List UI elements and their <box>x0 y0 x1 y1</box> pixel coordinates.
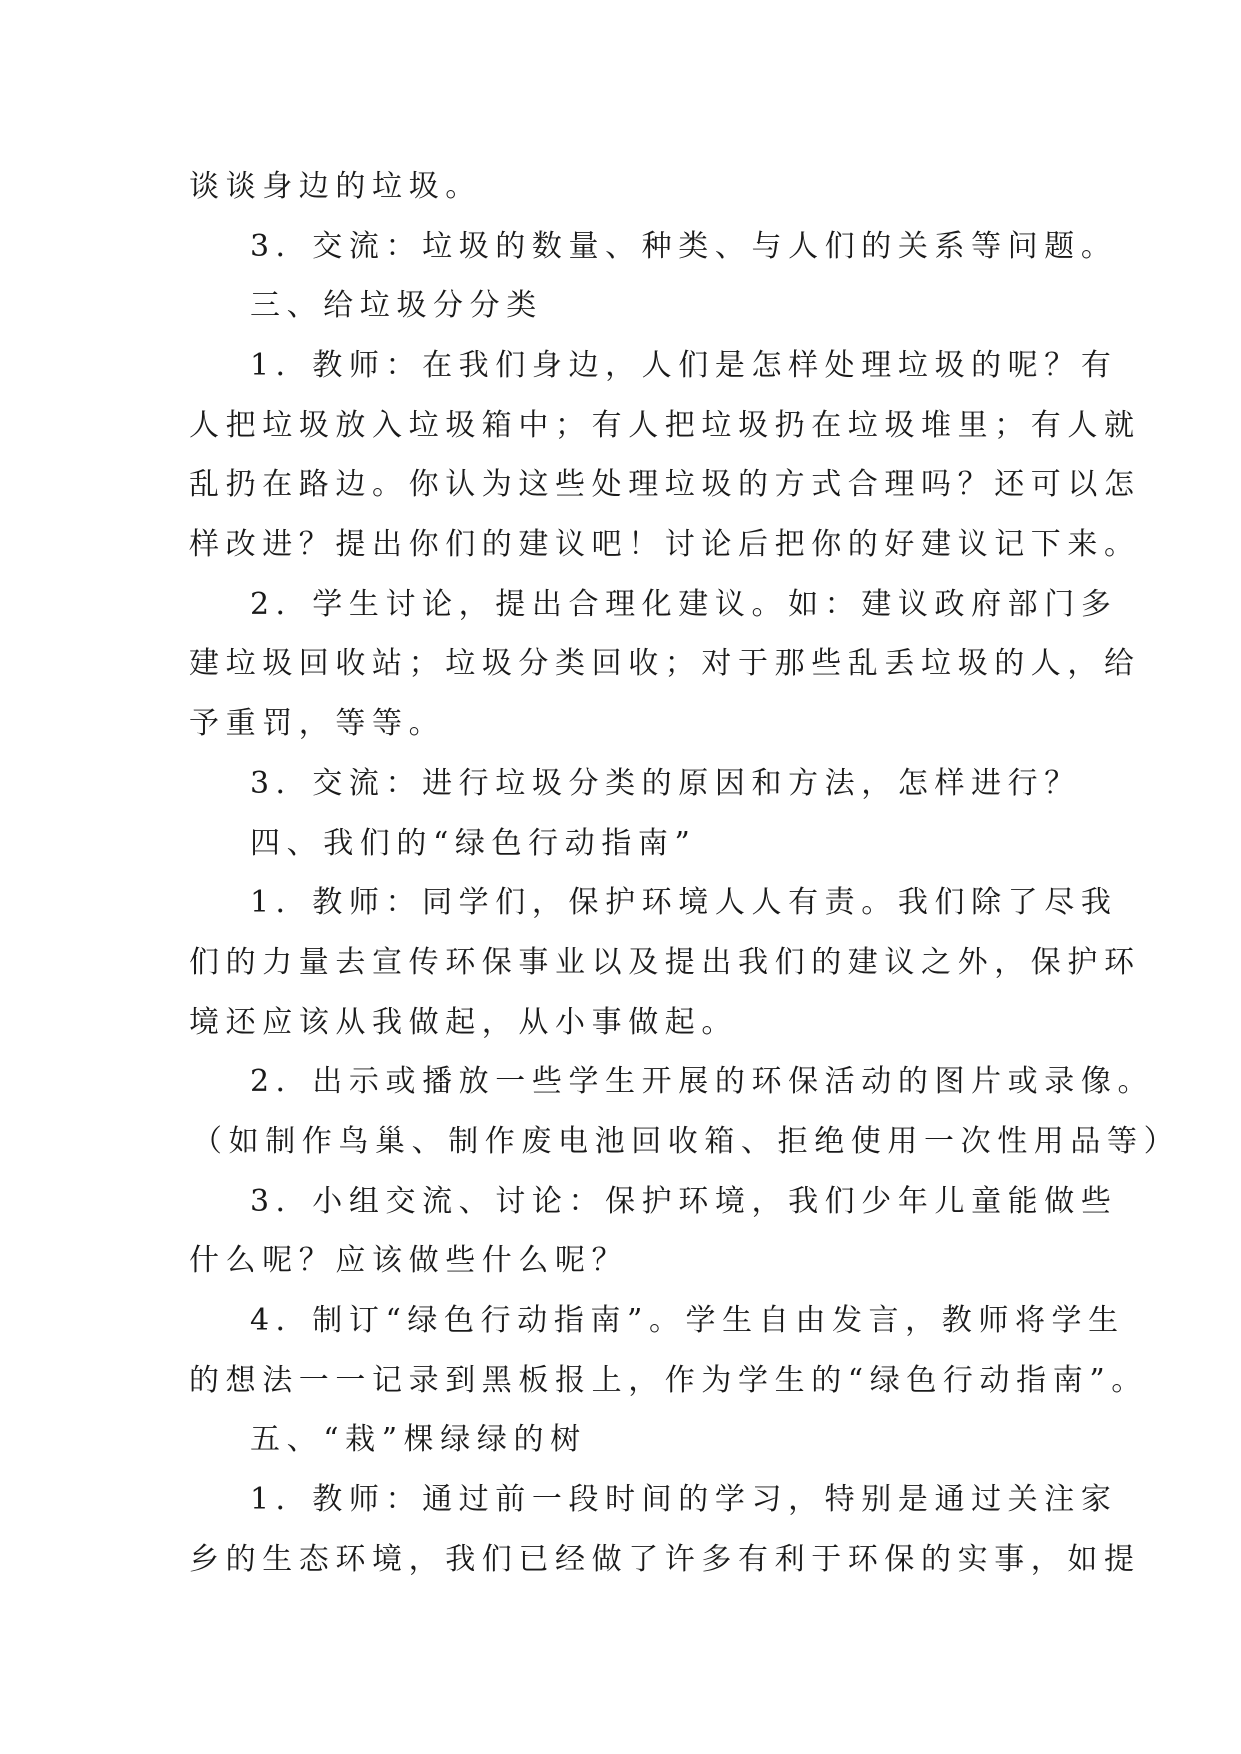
paragraph-line: 4．制订“绿色行动指南”。学生自由发言，教师将学生 <box>250 1303 1125 1338</box>
paragraph-line: 2．出示或播放一些学生开展的环保活动的图片或录像。 <box>250 1064 1155 1099</box>
section-heading: 五、“栽”棵绿绿的树 <box>250 1422 587 1457</box>
paragraph-line: 人把垃圾放入垃圾箱中；有人把垃圾扔在垃圾堆里；有人就 <box>189 408 1141 443</box>
paragraph-line: 1．教师：同学们，保护环境人人有责。我们除了尽我 <box>250 885 1118 920</box>
paragraph-line: （如制作鸟巢、制作废电池回收箱、拒绝使用一次性用品等） <box>192 1124 1181 1159</box>
paragraph-line: 建垃圾回收站；垃圾分类回收；对于那些乱丢垃圾的人，给 <box>189 646 1141 681</box>
section-heading: 四、我们的“绿色行动指南” <box>250 826 697 861</box>
paragraph-line: 什么呢？应该做些什么呢？ <box>189 1243 629 1278</box>
paragraph-line: 3．交流：进行垃圾分类的原因和方法，怎样进行？ <box>250 766 1081 801</box>
paragraph-line: 样改进？提出你们的建议吧！讨论后把你的好建议记下来。 <box>189 527 1141 562</box>
paragraph-line: 1．教师：通过前一段时间的学习，特别是通过关注家 <box>250 1482 1118 1517</box>
paragraph-line: 乡的生态环境，我们已经做了许多有利于环保的实事，如提 <box>189 1542 1141 1577</box>
paragraph-line: 境还应该从我做起，从小事做起。 <box>189 1005 738 1040</box>
paragraph-line: 乱扔在路边。你认为这些处理垃圾的方式合理吗？还可以怎 <box>189 467 1141 502</box>
paragraph-line: 3．小组交流、讨论：保护环境，我们少年儿童能做些 <box>250 1184 1118 1219</box>
paragraph-line: 3．交流：垃圾的数量、种类、与人们的关系等问题。 <box>250 229 1118 264</box>
section-heading: 三、给垃圾分分类 <box>250 288 543 323</box>
paragraph-line: 们的力量去宣传环保事业以及提出我们的建议之外，保护环 <box>189 945 1141 980</box>
paragraph-line: 1．教师：在我们身边，人们是怎样处理垃圾的呢？有 <box>250 348 1118 383</box>
paragraph-line: 2．学生讨论，提出合理化建议。如：建议政府部门多 <box>250 587 1118 622</box>
paragraph-line: 予重罚，等等。 <box>189 706 446 741</box>
paragraph-line: 的想法一一记录到黑板报上，作为学生的“绿色行动指南”。 <box>189 1363 1148 1398</box>
paragraph-line: 谈谈身边的垃圾。 <box>189 169 482 204</box>
